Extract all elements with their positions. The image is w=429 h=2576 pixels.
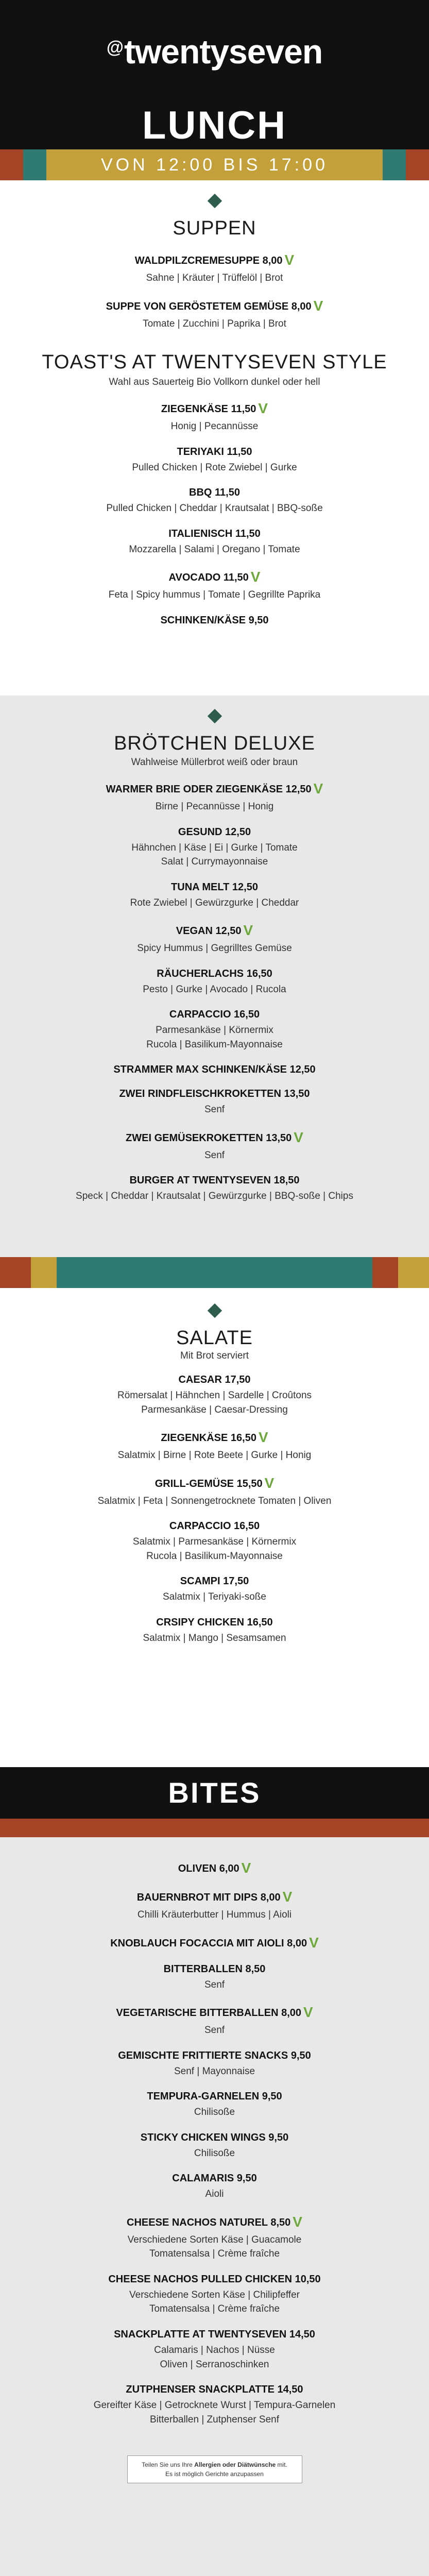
vegetarian-icon: V bbox=[258, 400, 268, 417]
menu-item-description: Tomatensalsa | Crème fraîche bbox=[149, 2248, 280, 2260]
menu-item bbox=[0, 2050, 429, 2079]
bites-list bbox=[0, 1860, 429, 2427]
menu-item bbox=[0, 569, 429, 602]
menu-item-description: Oliven | Serranoschinken bbox=[160, 2359, 269, 2370]
menu-item-name bbox=[0, 528, 429, 540]
menu-item bbox=[0, 1617, 429, 1646]
menu-item bbox=[0, 2214, 429, 2261]
menu-item-name bbox=[0, 1935, 429, 1951]
menu-item-description: Salatmix | Birne | Rote Beete | Gurke | Honig bbox=[117, 1450, 312, 1461]
menu-item-name bbox=[0, 1889, 429, 1905]
vegetarian-icon: V bbox=[243, 922, 253, 939]
menu-item-description: Chilisoße bbox=[194, 2107, 235, 2118]
band-block bbox=[398, 1257, 429, 1288]
suppen-toast-section bbox=[0, 180, 429, 696]
menu-item-description: Tomatensalsa | Crème fraîche bbox=[149, 2303, 280, 2315]
menu-item-name bbox=[0, 882, 429, 893]
menu-item-name bbox=[0, 922, 429, 939]
menu-item-description: Senf | Mayonnaise bbox=[174, 2065, 255, 2077]
menu-item bbox=[0, 400, 429, 434]
menu-item-name-text: BITTERBALLEN 8,50 bbox=[163, 1963, 266, 1975]
diamond-icon bbox=[207, 194, 221, 208]
menu-item-name bbox=[0, 2173, 429, 2184]
menu-item bbox=[0, 528, 429, 557]
menu-item bbox=[0, 1963, 429, 1992]
section-title-suppen: SUPPEN bbox=[173, 217, 256, 239]
menu-item bbox=[0, 1064, 429, 1076]
menu-item-name-text: STICKY CHICKEN WINGS 9,50 bbox=[140, 2131, 289, 2143]
menu-item-description: Senf bbox=[204, 1104, 225, 1115]
menu-item-description: Senf bbox=[204, 2025, 225, 2036]
menu-item bbox=[0, 1575, 429, 1604]
menu-item bbox=[0, 1374, 429, 1417]
menu-item-name-text: ZIEGENKÄSE 11,50 bbox=[161, 403, 256, 415]
menu-item-name-text: VEGETARISCHE BITTERBALLEN 8,00 bbox=[116, 2007, 301, 2019]
bites-section bbox=[0, 1837, 429, 2576]
menu-item-description: Calamaris | Nachos | Nüsse bbox=[154, 2345, 275, 2356]
vegetarian-icon: V bbox=[284, 252, 295, 268]
section-subtitle-broetchen: Wahlweise Müllerbrot weiß oder braun bbox=[131, 757, 298, 768]
vegetarian-icon: V bbox=[282, 1889, 293, 1905]
notice-text: mit. bbox=[276, 2461, 287, 2469]
menu-item-name bbox=[0, 615, 429, 626]
menu-item-name bbox=[0, 400, 429, 417]
menu-item-description: Römersalat | Hähnchen | Sardelle | Croûtons bbox=[117, 1390, 312, 1401]
menu-item-name-text: CHEESE NACHOS PULLED CHICKEN 10,50 bbox=[108, 2273, 321, 2285]
menu-item-name-text: WALDPILZCREMESUPPE 8,00 bbox=[134, 255, 283, 266]
color-band bbox=[0, 1257, 429, 1288]
allergy-notice-wrap bbox=[0, 2455, 429, 2483]
menu-item-name-text: ZUTPHENSER SNACKPLATTE 14,50 bbox=[126, 2384, 303, 2396]
menu-item-description: Sahne | Kräuter | Trüffelöl | Brot bbox=[146, 273, 283, 283]
menu-item bbox=[0, 2173, 429, 2201]
menu-item-name bbox=[0, 781, 429, 797]
menu-item-name bbox=[0, 968, 429, 980]
menu-item-name bbox=[0, 2050, 429, 2062]
menu-item bbox=[0, 2091, 429, 2120]
menu-item-name-text: BAUERNBROT MIT DIPS 8,00 bbox=[136, 1892, 281, 1903]
menu-item-name-text: BBQ 11,50 bbox=[189, 487, 240, 499]
diamond-icon bbox=[207, 1303, 221, 1318]
menu-item-name bbox=[0, 2274, 429, 2285]
menu-item-description: Parmesankäse | Caesar-Dressing bbox=[141, 1404, 288, 1415]
menu-item-description: Chilli Kräuterbutter | Hummus | Aioli bbox=[137, 1909, 292, 1920]
menu-item-name bbox=[0, 1129, 429, 1146]
menu-item bbox=[0, 1475, 429, 1509]
menu-item-description: Gereifter Käse | Getrocknete Wurst | Tempura-Garnelen bbox=[93, 2400, 336, 2411]
menu-item-name-text: TEMPURA-GARNELEN 9,50 bbox=[147, 2091, 282, 2103]
menu-item-name bbox=[0, 1963, 429, 1975]
notice-text: Teilen Sie uns Ihre bbox=[142, 2461, 195, 2469]
menu-item-name-text: ZWEI GEMÜSEKROKETTEN 13,50 bbox=[126, 1132, 292, 1144]
vegetarian-icon: V bbox=[258, 1429, 268, 1446]
menu-item-name bbox=[0, 446, 429, 458]
menu-item-name-text: SNACKPLATTE AT TWENTYSEVEN 14,50 bbox=[114, 2329, 315, 2341]
menu-item-description: Birne | Pecannüsse | Honig bbox=[155, 801, 274, 812]
menu-item bbox=[0, 2384, 429, 2427]
allergy-notice bbox=[127, 2455, 302, 2483]
menu-item bbox=[0, 781, 429, 814]
band-block bbox=[0, 1257, 31, 1288]
section-subtitle-salate: Mit Brot serviert bbox=[180, 1350, 249, 1361]
section-title-broetchen: BRÖTCHEN DELUXE bbox=[114, 733, 315, 754]
menu-item-name bbox=[0, 1088, 429, 1100]
menu-item bbox=[0, 1088, 429, 1117]
menu-item-name-text: ZWEI RINDFLEISCHKROKETTEN 13,50 bbox=[119, 1088, 310, 1100]
menu-item-description: Verschiedene Sorten Käse | Chilipfeffer bbox=[129, 2289, 300, 2300]
menu-item-name bbox=[0, 1575, 429, 1587]
menu-item-name bbox=[0, 1475, 429, 1492]
menu-item-name bbox=[0, 2329, 429, 2341]
decor-left bbox=[0, 149, 46, 180]
band-block bbox=[372, 1257, 398, 1288]
menu-item-name-text: TERIYAKI 11,50 bbox=[177, 446, 252, 457]
menu-item-name-text: CRSIPY CHICKEN 16,50 bbox=[156, 1616, 273, 1628]
menu-item-name-text: CARPACCIO 16,50 bbox=[169, 1520, 260, 1532]
menu-item bbox=[0, 1889, 429, 1922]
menu-item-description: Pulled Chicken | Cheddar | Krautsalat | BBQ-soße bbox=[106, 503, 323, 514]
rust-bar bbox=[0, 1819, 429, 1837]
menu-item-description: Pesto | Gurke | Avocado | Rucola bbox=[143, 984, 286, 995]
menu-item-description: Pulled Chicken | Rote Zwiebel | Gurke bbox=[132, 462, 297, 473]
menu-item-name bbox=[0, 2132, 429, 2144]
band-block bbox=[31, 1257, 57, 1288]
menu-item-name-text: BURGER AT TWENTYSEVEN 18,50 bbox=[129, 1175, 300, 1187]
menu-item-name bbox=[0, 1617, 429, 1629]
section-title-bites: BITES bbox=[0, 1767, 429, 1819]
menu-item-name bbox=[0, 1860, 429, 1876]
menu-item-description: Bitterballen | Zutphenser Senf bbox=[149, 2414, 280, 2425]
menu-item bbox=[0, 487, 429, 516]
menu-item-name-text: TUNA MELT 12,50 bbox=[171, 881, 258, 893]
menu-item bbox=[0, 1429, 429, 1463]
menu-item bbox=[0, 882, 429, 910]
header bbox=[0, 0, 429, 149]
menu-item-description: Hähnchen | Käse | Ei | Gurke | Tomate bbox=[131, 842, 298, 853]
salate-section bbox=[0, 1288, 429, 1767]
brand-logo bbox=[0, 32, 429, 71]
menu-item-description: Salatmix | Feta | Sonnengetrocknete Tomaten | Oliven bbox=[97, 1495, 332, 1506]
menu-item-name-text: CARPACCIO 16,50 bbox=[169, 1009, 260, 1021]
menu-item-description: Aioli bbox=[205, 2189, 224, 2200]
menu-item bbox=[0, 298, 429, 331]
menu-item-name bbox=[0, 1175, 429, 1187]
menu-item-name bbox=[0, 298, 429, 314]
menu-item bbox=[0, 1129, 429, 1163]
notice-text-2: Es ist möglich Gerichte anzupassen bbox=[165, 2470, 264, 2478]
menu-item-description: Rucola | Basilikum-Mayonnaise bbox=[146, 1550, 283, 1562]
menu-item-description: Speck | Cheddar | Krautsalat | Gewürzgurke | BBQ-soße | Chips bbox=[76, 1191, 353, 1202]
menu-item bbox=[0, 1175, 429, 1204]
menu-item bbox=[0, 446, 429, 475]
section-title-salate: SALATE bbox=[176, 1327, 253, 1349]
vegetarian-icon: V bbox=[313, 781, 323, 796]
menu-item-description: Salatmix | Parmesankäse | Körnermix bbox=[132, 1536, 297, 1548]
vegetarian-icon: V bbox=[309, 1934, 319, 1951]
menu-item-name-text: KNOBLAUCH FOCACCIA MIT AIOLI 8,00 bbox=[110, 1937, 307, 1949]
salate-list bbox=[0, 1374, 429, 1645]
brand-name: twentyseven bbox=[124, 32, 323, 71]
suppen-list bbox=[0, 252, 429, 331]
decor-right bbox=[383, 149, 429, 180]
toast-list bbox=[0, 400, 429, 626]
menu-item-name-text: WARMER BRIE ODER ZIEGENKÄSE 12,50 bbox=[106, 784, 312, 795]
menu-item bbox=[0, 252, 429, 285]
menu-item bbox=[0, 1935, 429, 1951]
menu-item bbox=[0, 2004, 429, 2038]
menu-item bbox=[0, 826, 429, 869]
menu-item-name bbox=[0, 1520, 429, 1532]
menu-item-description: Salatmix | Teriyaki-soße bbox=[163, 1591, 266, 1603]
vegetarian-icon: V bbox=[250, 569, 261, 585]
menu-item-name-text: ZIEGENKÄSE 16,50 bbox=[161, 1432, 256, 1444]
menu-item bbox=[0, 1860, 429, 1876]
menu-item bbox=[0, 968, 429, 997]
menu-item-name-text: SUPPE VON GERÖSTETEM GEMÜSE 8,00 bbox=[106, 300, 312, 312]
menu-item-description: Rote Zwiebel | Gewürzgurke | Cheddar bbox=[130, 897, 299, 908]
menu-item-name bbox=[0, 569, 429, 585]
broetchen-section bbox=[0, 696, 429, 1257]
menu-item bbox=[0, 1009, 429, 1052]
menu-item-name-text: SCAMPI 17,50 bbox=[180, 1575, 249, 1587]
vegetarian-icon: V bbox=[264, 1475, 274, 1491]
vegetarian-icon: V bbox=[293, 2213, 302, 2230]
vegetarian-icon: V bbox=[241, 1860, 251, 1876]
menu-item-name-text: GEMISCHTE FRITTIERTE SNACKS 9,50 bbox=[118, 2049, 311, 2061]
hours-bar bbox=[0, 149, 429, 180]
menu-item-description: Mozzarella | Salami | Oregano | Tomate bbox=[129, 544, 300, 555]
menu-item-description: Honig | Pecannüsse bbox=[170, 421, 259, 432]
menu-item-name bbox=[0, 2091, 429, 2103]
vegetarian-icon: V bbox=[294, 1129, 303, 1145]
menu-item-description: Senf bbox=[204, 1149, 225, 1161]
menu-item-name bbox=[0, 1064, 429, 1076]
at-icon: @ bbox=[106, 38, 123, 57]
menu-item-name-text: CAESAR 17,50 bbox=[178, 1374, 251, 1385]
menu-item-name bbox=[0, 826, 429, 838]
menu-item-name-text: GRILL-GEMÜSE 15,50 bbox=[155, 1478, 263, 1489]
menu-item-description: Rucola | Basilikum-Mayonnaise bbox=[146, 1039, 283, 1050]
menu-item-name-text: AVOCADO 11,50 bbox=[168, 572, 249, 584]
page-title: LUNCH bbox=[142, 104, 287, 147]
menu-item-name-text: VEGAN 12,50 bbox=[176, 925, 242, 937]
menu-item-description: Spicy Hummus | Gegrilltes Gemüse bbox=[137, 943, 292, 954]
menu-item-description: Feta | Spicy hummus | Tomate | Gegrillte Paprika bbox=[108, 589, 321, 601]
menu-item-name bbox=[0, 252, 429, 268]
menu-item-description: Senf bbox=[204, 1979, 225, 1990]
vegetarian-icon: V bbox=[313, 297, 323, 314]
diamond-icon bbox=[207, 709, 221, 723]
menu-item-name-text: ITALIENISCH 11,50 bbox=[168, 528, 261, 539]
menu-item bbox=[0, 2329, 429, 2371]
menu-item-name bbox=[0, 1009, 429, 1021]
menu-item bbox=[0, 922, 429, 956]
menu-item-name bbox=[0, 2004, 429, 2021]
menu-item-name bbox=[0, 1429, 429, 1446]
menu-item-name-text: STRAMMER MAX SCHINKEN/KÄSE 12,50 bbox=[113, 1064, 316, 1076]
menu-item-name-text: CHEESE NACHOS NATUREL 8,50 bbox=[127, 2216, 291, 2228]
menu-item-name-text: RÄUCHERLACHS 16,50 bbox=[157, 968, 272, 979]
section-title-toast: TOAST'S AT TWENTYSEVEN STYLE bbox=[42, 351, 387, 374]
menu-item bbox=[0, 1520, 429, 1563]
menu-item-name-text: GESUND 12,50 bbox=[178, 826, 251, 838]
opening-hours: VON 12:00 BIS 17:00 bbox=[101, 155, 328, 175]
menu-item-name-text: SCHINKEN/KÄSE 9,50 bbox=[160, 614, 269, 626]
menu-item-description: Salat | Currymayonnaise bbox=[161, 856, 268, 868]
menu-item-name bbox=[0, 487, 429, 499]
menu-item-name bbox=[0, 2384, 429, 2396]
menu-item-description: Chilisoße bbox=[194, 2147, 235, 2159]
menu-item-name-text: CALAMARIS 9,50 bbox=[172, 2173, 257, 2184]
menu-item-description: Salatmix | Mango | Sesamsamen bbox=[143, 1632, 286, 1643]
menu-item bbox=[0, 2274, 429, 2316]
menu-item bbox=[0, 2132, 429, 2161]
menu-item bbox=[0, 615, 429, 626]
vegetarian-icon: V bbox=[303, 2004, 313, 2021]
menu-item-name bbox=[0, 1374, 429, 1386]
broetchen-list bbox=[0, 781, 429, 1204]
menu-item-description: Tomate | Zucchini | Paprika | Brot bbox=[143, 318, 286, 329]
menu-item-description: Verschiedene Sorten Käse | Guacamole bbox=[127, 2234, 302, 2245]
menu-item-name-text: OLIVEN 6,00 bbox=[178, 1863, 239, 1874]
section-subtitle-toast: Wahl aus Sauerteig Bio Vollkorn dunkel oder hell bbox=[109, 377, 320, 388]
menu-item-name bbox=[0, 2214, 429, 2230]
menu-item-description: Parmesankäse | Körnermix bbox=[156, 1025, 273, 1036]
notice-bold: Allergien oder Diätwünsche bbox=[194, 2461, 276, 2469]
